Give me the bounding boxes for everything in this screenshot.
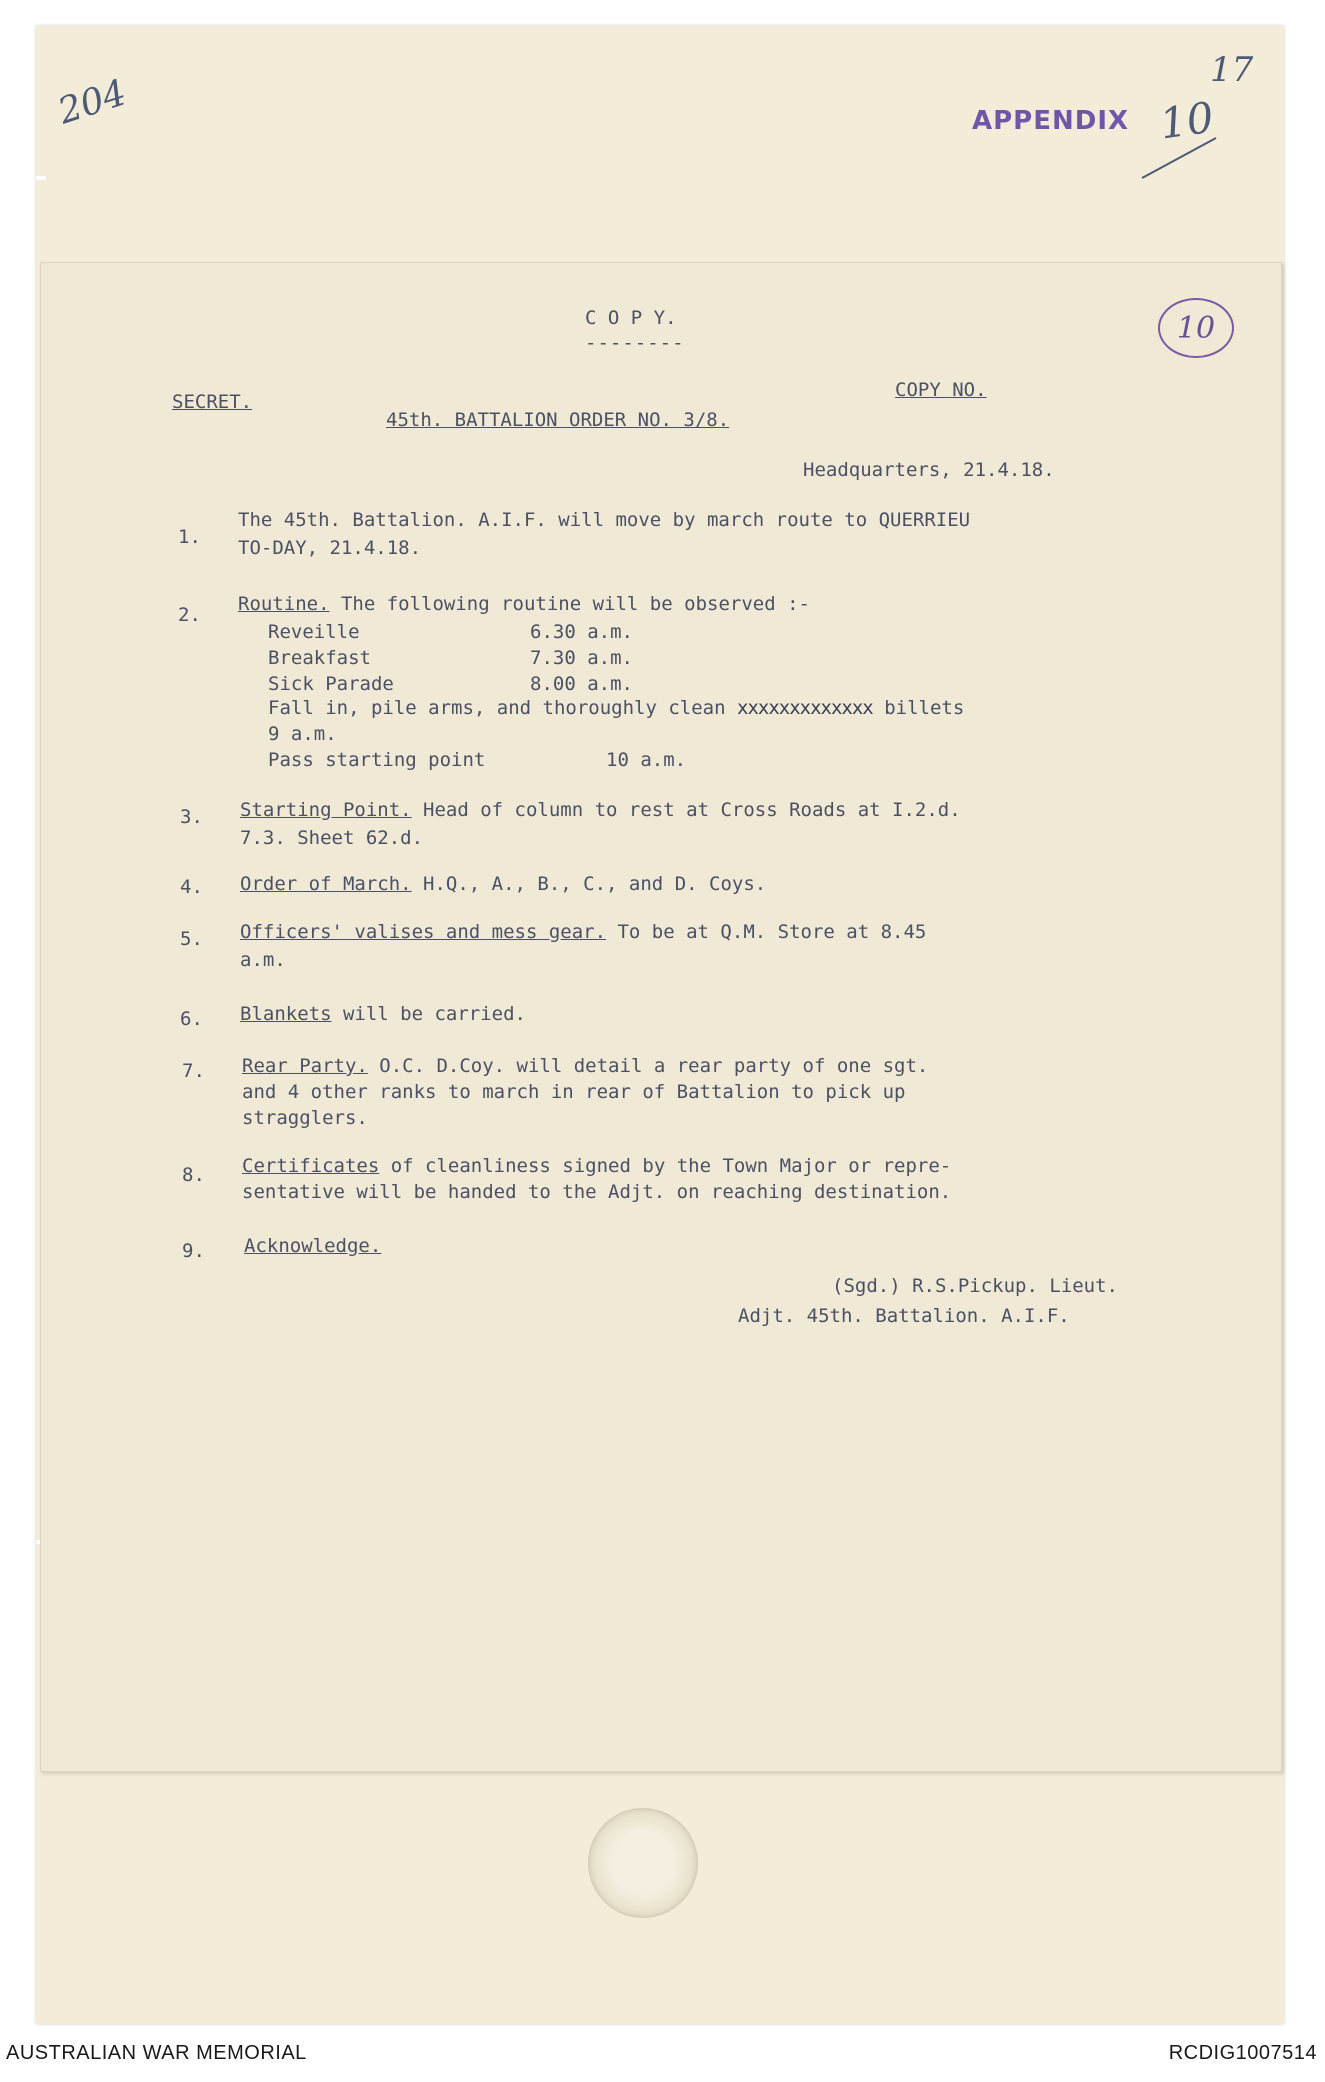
pass-starting-point-time: 10 a.m. [606, 749, 687, 771]
item6-line [240, 1000, 526, 1028]
item5-line1 [240, 918, 926, 946]
item7-text: O.C. D.Coy. will detail a rear party of one sgt. [367, 1055, 929, 1077]
item8-label: Certificates [242, 1155, 380, 1177]
appendix-number: 10 [1156, 92, 1217, 149]
item6-text: will be carried. [331, 1003, 526, 1025]
item2-heading [238, 590, 810, 618]
signature-line1: (Sgd.) R.S.Pickup. Lieut. [832, 1275, 1118, 1297]
item-number: 8. [182, 1164, 205, 1186]
item3-line2: 7.3. Sheet 62.d. [240, 827, 424, 849]
copy-heading: C O P Y. [585, 307, 677, 329]
item-number: 2. [178, 604, 201, 626]
item7-label: Rear Party. [242, 1055, 368, 1077]
embossed-seal [588, 1808, 698, 1918]
item5-label: Officers' valises and mess gear. [240, 921, 607, 943]
item3-text: Head of column to rest at Cross Roads at I.2.d. [411, 799, 961, 821]
item6-label: Blankets [240, 1003, 332, 1025]
item5-line2: a.m. [240, 949, 286, 971]
pass-starting-point-label: Pass starting point [268, 749, 486, 771]
item8-line2: sentative will be handed to the Adjt. on reaching destination. [242, 1181, 952, 1203]
footer-institution: AUSTRALIAN WAR MEMORIAL [6, 2042, 307, 2064]
billets-text: billets [884, 697, 965, 719]
folio-number: 204 [53, 72, 132, 133]
item4-line [240, 870, 766, 898]
order-title: 45th. BATTALION ORDER NO. 3/8. [386, 409, 730, 431]
routine-reveille-time: 6.30 a.m. [530, 621, 633, 643]
item9-label: Acknowledge. [244, 1235, 382, 1257]
circled-number: 10 [1158, 298, 1234, 358]
copy-number-label: COPY NO. [895, 379, 987, 401]
routine-fall-in-line [268, 694, 964, 722]
appendix-superscript: 17 [1210, 50, 1254, 90]
item-number: 1. [178, 526, 201, 548]
item-number: 4. [180, 876, 203, 898]
fall-in-text: Fall in, pile arms, and thoroughly clean [268, 697, 726, 719]
item2-label: Routine. [238, 593, 330, 615]
item8-text: of cleanliness signed by the Town Major or repre- [379, 1155, 952, 1177]
routine-sick-parade-label: Sick Parade [268, 673, 394, 695]
item1-line1: The 45th. Battalion. A.I.F. will move by march route to QUERRIEU [238, 509, 971, 531]
routine-sick-parade-time: 8.00 a.m. [530, 673, 633, 695]
appendix-stamp: APPENDIX [972, 106, 1130, 136]
item4-text: H.Q., A., B., C., and D. Coys. [411, 873, 767, 895]
order-sheet [40, 262, 1282, 1772]
item7-line3: stragglers. [242, 1107, 368, 1129]
item1-line2: TO-DAY, 21.4.18. [238, 537, 422, 559]
item2-text: The following routine will be observed :- [329, 593, 810, 615]
routine-nine-am: 9 a.m. [268, 723, 337, 745]
item7-line2: and 4 other ranks to march in rear of Battalion to pick up [242, 1081, 906, 1103]
routine-breakfast-time: 7.30 a.m. [530, 647, 633, 669]
item-number: 3. [180, 806, 203, 828]
item4-label: Order of March. [240, 873, 412, 895]
item-number: 6. [180, 1008, 203, 1030]
headquarters-date: Headquarters, 21.4.18. [803, 459, 1055, 481]
item7-line1 [242, 1052, 928, 1080]
struck-through-text: xxxxxxxxxxxxx [737, 697, 873, 719]
item3-label: Starting Point. [240, 799, 412, 821]
item-number: 5. [180, 928, 203, 950]
item-number: 7. [182, 1060, 205, 1082]
footer-record-id: RCDIG1007514 [1168, 2042, 1317, 2064]
heading-underline: -------- [585, 332, 685, 354]
routine-reveille-label: Reveille [268, 621, 360, 643]
routine-breakfast-label: Breakfast [268, 647, 371, 669]
item5-text: To be at Q.M. Store at 8.45 [606, 921, 927, 943]
item3-line1 [240, 796, 961, 824]
signature-line2: Adjt. 45th. Battalion. A.I.F. [738, 1305, 1070, 1327]
handwritten-stroke [1140, 130, 1220, 180]
classification-label: SECRET. [172, 391, 253, 413]
item8-line1 [242, 1152, 951, 1180]
punch-hole [36, 176, 46, 180]
item-number: 9. [182, 1240, 205, 1262]
